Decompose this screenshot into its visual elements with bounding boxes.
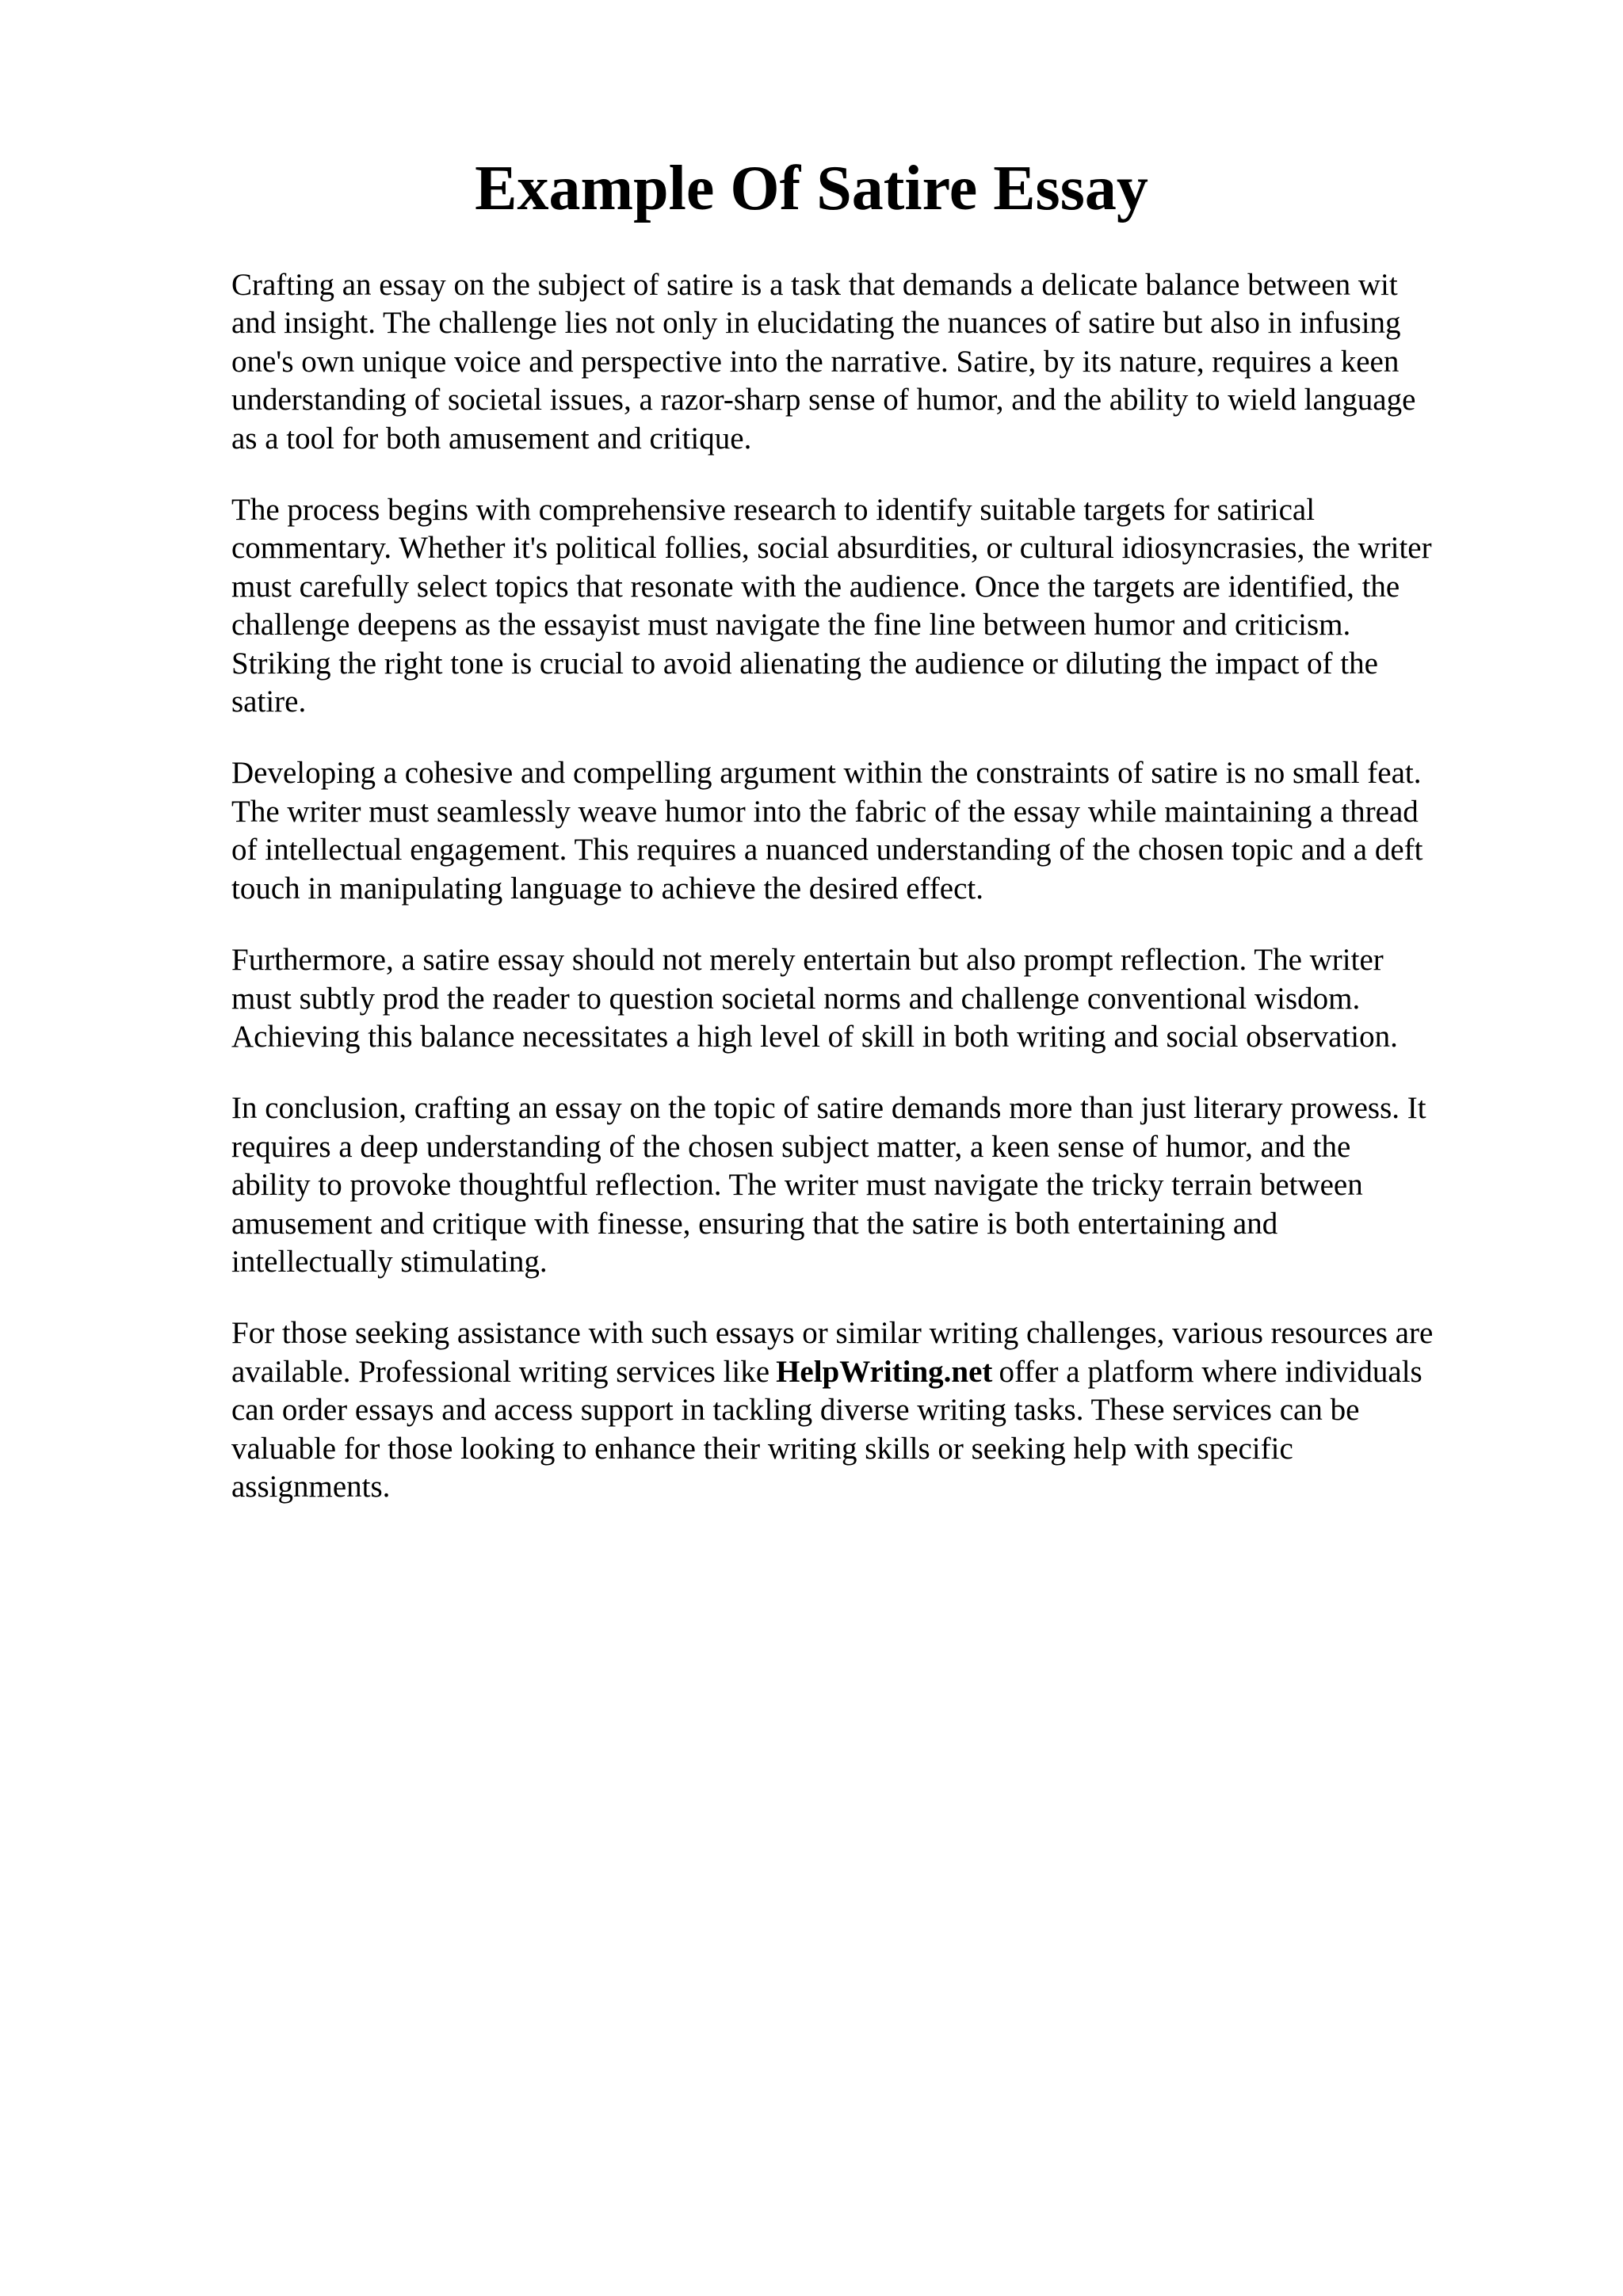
text-line: Crafting an essay on the subject of satire is a task that demands a delicate balance between wit [231,268,1398,302]
text-line: Striking the right tone is crucial to avoid alienating the audience or diluting the impact of the [231,646,1378,681]
text-line: For those seeking assistance with such essays or similar writing challenges, various resources are [231,1316,1434,1351]
text-line: can order essays and access support in tackling diverse writing tasks. These services can be [231,1393,1360,1428]
text-line: as a tool for both amusement and critique. [231,421,752,456]
text-line: and insight. The challenge lies not only in elucidating the nuances of satire but also in infusing [231,306,1401,341]
text-line: Achieving this balance necessitates a high level of skill in both writing and social observation. [231,1019,1398,1054]
paragraph-6 [231,1314,1594,1506]
text-segment: offer a platform where individuals [999,1354,1423,1389]
text-line: The writer must seamlessly weave humor into the fabric of the essay while maintaining a thread [231,794,1419,829]
text-line: valuable for those looking to enhance their writing skills or seeking help with specific [231,1431,1293,1466]
text-line: of intellectual engagement. This requires a nuanced understanding of the chosen topic and a deft [231,833,1423,868]
document-title: Example Of Satire Essay [475,154,1148,223]
text-line: ability to provoke thoughtful reflection. The writer must navigate the tricky terrain between [231,1168,1363,1203]
paragraph-1 [231,266,1594,458]
text-line: must subtly prod the reader to question societal norms and challenge conventional wisdom. [231,981,1361,1016]
text-line: understanding of societal issues, a razor-sharp sense of humor, and the ability to wield language [231,383,1416,418]
text-line: commentary. Whether it's political follies, social absurdities, or cultural idiosyncrasies, the writer [231,531,1432,566]
text-line: The process begins with comprehensive research to identify suitable targets for satirical [231,493,1316,528]
text-line-with-link [231,1353,1594,1391]
text-line: assignments. [231,1469,391,1504]
paragraph-3 [231,754,1594,908]
text-line: challenge deepens as the essayist must navigate the fine line between humor and criticism. [231,608,1351,643]
document-body [231,266,1594,1539]
text-line: satire. [231,685,307,719]
text-segment: available. Professional writing services like [231,1354,770,1389]
helpwriting-link[interactable]: HelpWriting.net [776,1354,993,1389]
text-line: In conclusion, crafting an essay on the topic of satire demands more than just literary prowess. It [231,1091,1426,1126]
text-line: one's own unique voice and perspective into the narrative. Satire, by its nature, requires a keen [231,344,1400,379]
text-line: amusement and critique with finesse, ensuring that the satire is both entertaining and [231,1206,1278,1241]
text-line: touch in manipulating language to achieve the desired effect. [231,871,984,906]
paragraph-2 [231,491,1594,721]
text-line: requires a deep understanding of the chosen subject matter, a keen sense of humor, and the [231,1129,1351,1164]
paragraph-4 [231,941,1594,1056]
text-line: Furthermore, a satire essay should not merely entertain but also prompt reflection. The writer [231,943,1384,978]
text-line: intellectually stimulating. [231,1244,548,1279]
text-line: must carefully select topics that resonate with the audience. Once the targets are identified, the [231,569,1400,604]
text-line: Developing a cohesive and compelling argument within the constraints of satire is no small feat. [231,756,1422,791]
paragraph-5 [231,1089,1594,1281]
